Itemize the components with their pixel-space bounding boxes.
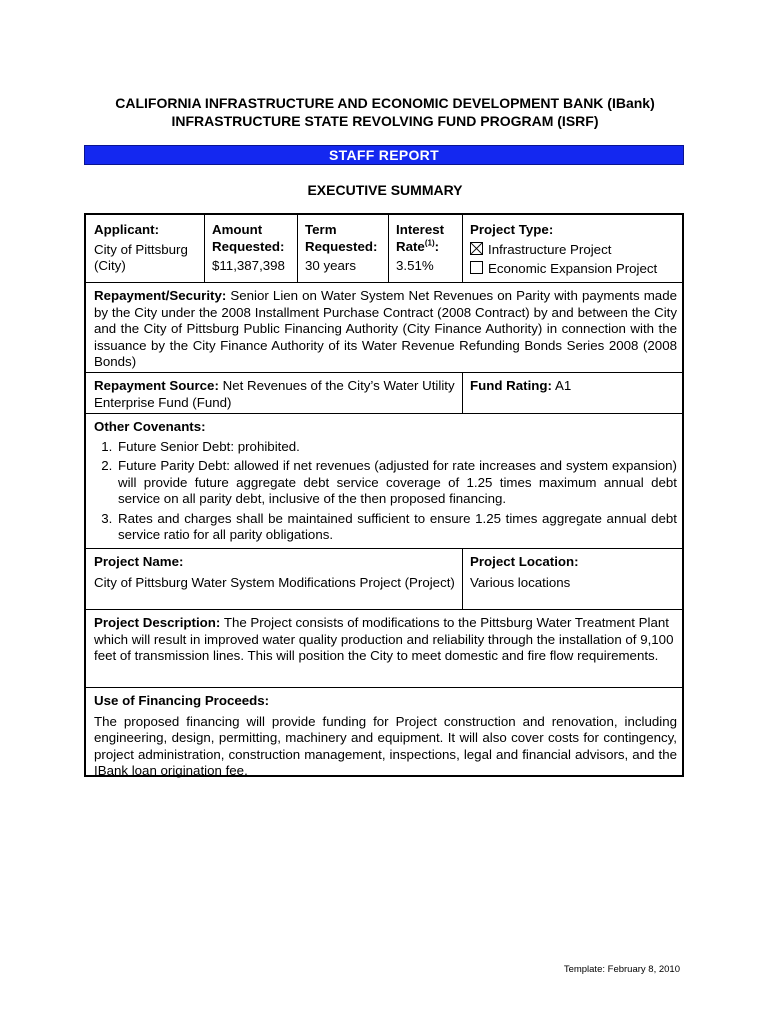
project-type-option-economic[interactable] [470, 261, 680, 278]
term-value: 30 years [305, 258, 356, 273]
amount-label-2: Requested: [212, 238, 285, 254]
row-divider [86, 413, 682, 414]
project-description-label: Project Description: [94, 615, 221, 630]
report-title-line1: CALIFORNIA INFRASTRUCTURE AND ECONOMIC DEVELOPMENT BANK (IBank) [115, 95, 655, 111]
col-divider [204, 215, 205, 282]
repayment-security-cell [94, 288, 677, 371]
interest-cell [396, 222, 460, 275]
list-item: 3. Rates and charges shall be maintained sufficient to ensure 1.25 times aggregate annual debt service ratio for all parity obligations. [116, 511, 677, 544]
list-item: 2. Future Parity Debt: allowed if net revenues (adjusted for rate increases and system expansion) will provide future aggregate debt service coverage of 1.25 times maximum annual debt service on all parity debt, inclusive of the then proposed financing. [116, 458, 677, 508]
amount-label: Amount [212, 222, 263, 237]
col-divider [388, 215, 389, 282]
repayment-security-text: Senior Lien on Water System Net Revenues on Parity with payments made by the City under the 2008 Installment Purchase Contract (2008 Contract) by and between the City and the City of Pittsburg Public Financing Authority (City Finance Authority) in connection with the issuance by the City Finance Authority of its Water Revenue Refunding Bonds Series 2008 (2008 Bonds) [94, 288, 677, 369]
empty-checkbox-icon[interactable] [470, 261, 483, 274]
term-label-2: Requested: [305, 238, 378, 254]
row-divider [86, 372, 682, 373]
term-label: Term [305, 222, 337, 237]
project-description-cell [94, 615, 677, 665]
fund-rating-value: A1 [554, 378, 572, 393]
project-name-label: Project Name: [94, 554, 184, 569]
row-divider [86, 609, 682, 610]
use-of-proceeds-label: Use of Financing Proceeds: [94, 693, 270, 708]
interest-value: 3.51% [396, 258, 434, 273]
executive-summary-heading: EXECUTIVE SUMMARY [307, 182, 463, 198]
col-divider [297, 215, 298, 282]
use-of-proceeds-cell [94, 693, 677, 780]
footnote-marker: (1) [424, 238, 435, 248]
project-location-label: Project Location: [470, 554, 579, 569]
project-location-value: Various locations [470, 574, 571, 590]
project-location-cell [470, 554, 680, 591]
col-divider [462, 372, 463, 413]
project-name-value: City of Pittsburg Water System Modifications Project (Project) [94, 574, 455, 590]
applicant-name: City of Pittsburg [94, 241, 188, 257]
fund-rating-label: Fund Rating: [470, 378, 552, 393]
interest-label: Interest [396, 222, 445, 237]
project-name-cell [94, 554, 456, 591]
applicant-abbrev: (City) [94, 258, 126, 273]
col-divider [462, 215, 463, 282]
project-type-option-infrastructure[interactable] [470, 242, 680, 259]
staff-report-banner: STAFF REPORT [84, 145, 684, 165]
repayment-source-cell [94, 378, 456, 411]
option-label: Infrastructure Project [488, 241, 612, 257]
row-divider [86, 282, 682, 283]
report-title-line2: INFRASTRUCTURE STATE REVOLVING FUND PROGRAM (ISRF) [171, 113, 599, 129]
fund-rating-cell [470, 378, 680, 395]
amount-value: $11,387,398 [212, 258, 285, 273]
option-label: Economic Expansion Project [488, 261, 658, 276]
col-divider [462, 548, 463, 609]
amount-cell [212, 222, 296, 275]
template-date: Template: February 8, 2010 [563, 964, 680, 975]
covenants-list [94, 439, 677, 544]
checked-box-icon[interactable] [470, 242, 483, 255]
term-cell [305, 222, 387, 275]
project-description-text: The Project consists of modifications to the Pittsburg Water Treatment Plant which will result in improved water quality production and reliability through the installation of 9,100 feet of transmission lines. This will position the City to meet domestic and fire flow requirements. [94, 615, 674, 663]
applicant-cell [94, 222, 200, 275]
applicant-label: Applicant: [94, 222, 160, 237]
repayment-source-text: Net Revenues of the City’s Water Utility Enterprise Fund (Fund) [94, 378, 455, 410]
row-divider [86, 548, 682, 549]
project-type-cell [470, 222, 680, 278]
interest-label-2: Rate [396, 238, 425, 254]
row-divider [86, 687, 682, 688]
list-item: 1. Future Senior Debt: prohibited. [116, 439, 677, 456]
interest-colon: : [434, 238, 440, 254]
repayment-security-label: Repayment/Security: [94, 288, 227, 303]
project-type-label: Project Type: [470, 222, 554, 237]
summary-table [84, 213, 684, 777]
repayment-source-label: Repayment Source: [94, 378, 219, 393]
use-of-proceeds-text: The proposed financing will provide funding for Project construction and renovation, including engineering, design, permitting, machinery and equipment. It will also cover costs for contingency, project administration, construction management, inspections, legal and financial advisors, and the IBank loan origination fee. [94, 713, 677, 778]
covenants-label: Other Covenants: [94, 419, 206, 434]
covenants-cell [94, 419, 677, 544]
